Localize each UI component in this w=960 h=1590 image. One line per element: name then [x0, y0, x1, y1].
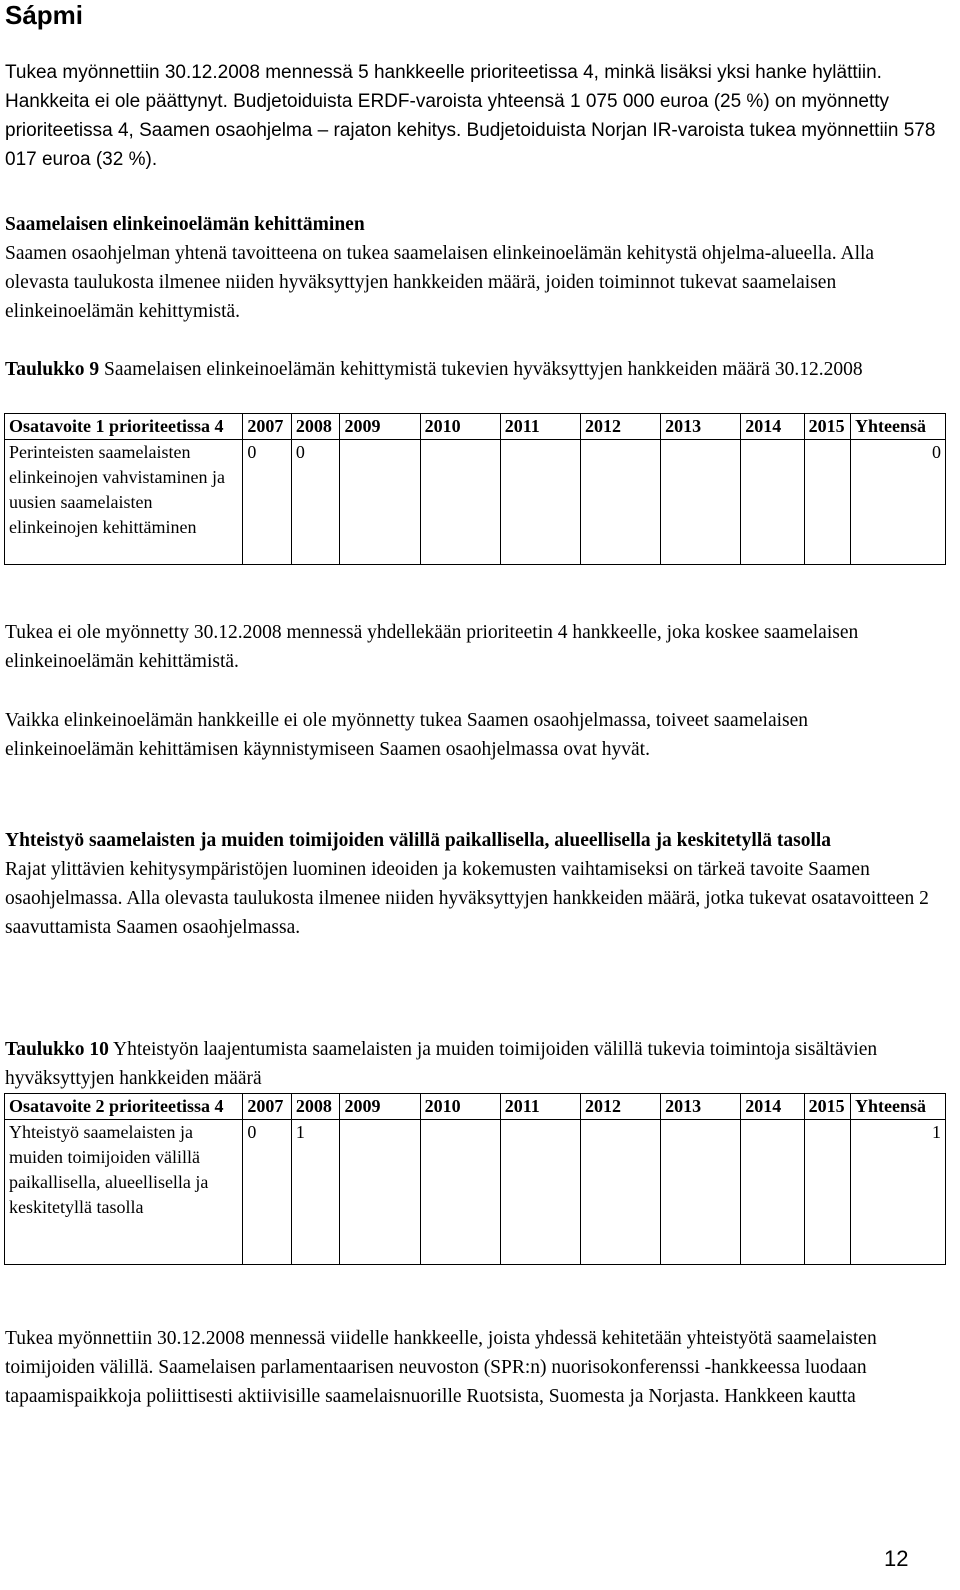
vaikka-paragraph: Vaikka elinkeinoelämän hankkeille ei ole myönnetty tukea Saamen osaohjelmassa, toiveet saamelaisen elinkeinoelämän kehittämisen käynnistymiseen Saamen osaohjelmassa ovat hyvät. — [5, 710, 809, 760]
table10-total-header: Yhteensä — [850, 1094, 945, 1120]
table10-year-header: 2011 — [500, 1094, 580, 1120]
table10-caption-text: Yhteistyön laajentumista saamelaisten ja muiden toimijoiden välillä tukevia toimintoja sisältävien hyväksyttyjen hankkeiden määrä — [5, 1039, 878, 1089]
table10-year-header: 2009 — [340, 1094, 420, 1120]
table10-cell — [340, 1120, 420, 1265]
table10-total-cell: 1 — [850, 1120, 945, 1265]
table9 — [4, 413, 946, 565]
table9-caption-text: Saamelaisen elinkeinoelämän kehittymistä tukevien hyväksyttyjen hankkeiden määrä 30.12.2008 — [99, 359, 863, 380]
table9-year-header: 2013 — [661, 414, 741, 440]
table9-row-label: Perinteisten saamelaisten elinkeinojen vahvistaminen ja uusien saamelaisten elinkeinojen kehittäminen — [5, 440, 243, 565]
table10-cell — [580, 1120, 660, 1265]
page-heading: Sápmi — [5, 0, 84, 30]
section2-title: Yhteistyö saamelaisten ja muiden toimijoiden välillä paikallisella, alueellisella ja keskitetyllä tasolla — [5, 830, 832, 851]
table9-cell — [741, 440, 804, 565]
table9-year-header: 2010 — [420, 414, 500, 440]
table9-year-header: 2011 — [500, 414, 580, 440]
section1-block — [5, 210, 940, 326]
table10-cell — [741, 1120, 804, 1265]
table10-header-row — [5, 1094, 946, 1120]
after-table9-paragraph: Tukea ei ole myönnetty 30.12.2008 mennessä yhdellekään prioriteetin 4 hankkeelle, joka koskee saamelaisen elinkeinoelämän kehittämistä. — [5, 622, 859, 672]
final-paragraph: Tukea myönnettiin 30.12.2008 mennessä viidelle hankkeelle, joista yhdessä kehitetään yhteistyötä saamelaisten toimijoiden välillä. Saamelaisen parlamentaarisen neuvoston (SPR:n) nuorisokonferenssi -hankkeessa luodaan tapaamispaikkoja poliittisesti aktiivisille saamelaisnuorille Ruotsista, Suomesta ja Norjasta. Hankkeen kautta — [5, 1328, 877, 1407]
table9-year-header: 2014 — [741, 414, 804, 440]
table10-caption-label: Taulukko 10 — [5, 1039, 109, 1060]
table9-cell — [420, 440, 500, 565]
table10-row-label: Yhteistyö saamelaisten ja muiden toimijoiden välillä paikallisella, alueellisella ja keskitetyllä tasolla — [5, 1120, 243, 1265]
table10-cell — [661, 1120, 741, 1265]
table9-caption — [5, 355, 940, 384]
table10-year-header: 2010 — [420, 1094, 500, 1120]
table9-year-header: 2009 — [340, 414, 420, 440]
table10-caption — [5, 1035, 940, 1093]
table9-total-header: Yhteensä — [850, 414, 945, 440]
table10-goal-header: Osatavoite 2 prioriteetissa 4 — [5, 1094, 243, 1120]
table9-cell — [804, 440, 850, 565]
table9-cell — [500, 440, 580, 565]
table9-year-header: 2007 — [243, 414, 292, 440]
table10 — [4, 1093, 946, 1265]
table9-goal-header: Osatavoite 1 prioriteetissa 4 — [5, 414, 243, 440]
section2-block — [5, 826, 940, 942]
table9-year-header: 2012 — [580, 414, 660, 440]
table10-year-header: 2015 — [804, 1094, 850, 1120]
table9-cell: 0 — [291, 440, 340, 565]
table10-year-header: 2007 — [243, 1094, 292, 1120]
table9-data-row — [5, 440, 946, 565]
table10-cell — [500, 1120, 580, 1265]
table10-year-header: 2013 — [661, 1094, 741, 1120]
table10-year-header: 2008 — [291, 1094, 340, 1120]
table9-year-header: 2008 — [291, 414, 340, 440]
table9-year-header: 2015 — [804, 414, 850, 440]
section2-body: Rajat ylittävien kehitysympäristöjen luominen ideoiden ja kokemusten vaihtamiseksi on tärkeä tavoite Saamen osaohjelmassa. Alla olevasta taulukosta ilmenee niiden hyväksyttyjen hankkeiden määrä, jotka tukevat osatavoitteen 2 saavuttamista Saamen osaohjelmassa. — [5, 859, 929, 938]
table10-cell: 0 — [243, 1120, 292, 1265]
table10-cell: 1 — [291, 1120, 340, 1265]
table10-year-header: 2014 — [741, 1094, 804, 1120]
table10-cell — [804, 1120, 850, 1265]
table10-cell — [420, 1120, 500, 1265]
table9-cell — [580, 440, 660, 565]
intro-paragraph: Tukea myönnettiin 30.12.2008 mennessä 5 hankkeelle prioriteetissa 4, minkä lisäksi yksi hanke hylättiin. Hankkeita ei ole päättynyt. Budjetoiduista ERDF-varoista yhteensä 1 075 000 euroa (25 %) on myönnetty prioriteetissa 4, Saamen osaohjelma – rajaton kehitys. Budjetoiduista Norjan IR-varoista tukea myönnettiin 578 017 euroa (32 %). — [5, 62, 936, 170]
table9-cell — [661, 440, 741, 565]
table9-cell — [340, 440, 420, 565]
table9-total-cell: 0 — [850, 440, 945, 565]
table9-cell: 0 — [243, 440, 292, 565]
page-number: 12 — [884, 1546, 909, 1571]
table10-year-header: 2012 — [580, 1094, 660, 1120]
table9-header-row — [5, 414, 946, 440]
table10-data-row — [5, 1120, 946, 1265]
table9-caption-label: Taulukko 9 — [5, 359, 100, 380]
section1-title: Saamelaisen elinkeinoelämän kehittäminen — [5, 214, 365, 235]
section1-body: Saamen osaohjelman yhtenä tavoitteena on tukea saamelaisen elinkeinoelämän kehitystä ohjelma-alueella. Alla olevasta taulukosta ilmenee niiden hyväksyttyjen hankkeiden määrä, joiden toiminnot tukevat saamelaisen elinkeinoelämän kehittymistä. — [5, 243, 875, 322]
